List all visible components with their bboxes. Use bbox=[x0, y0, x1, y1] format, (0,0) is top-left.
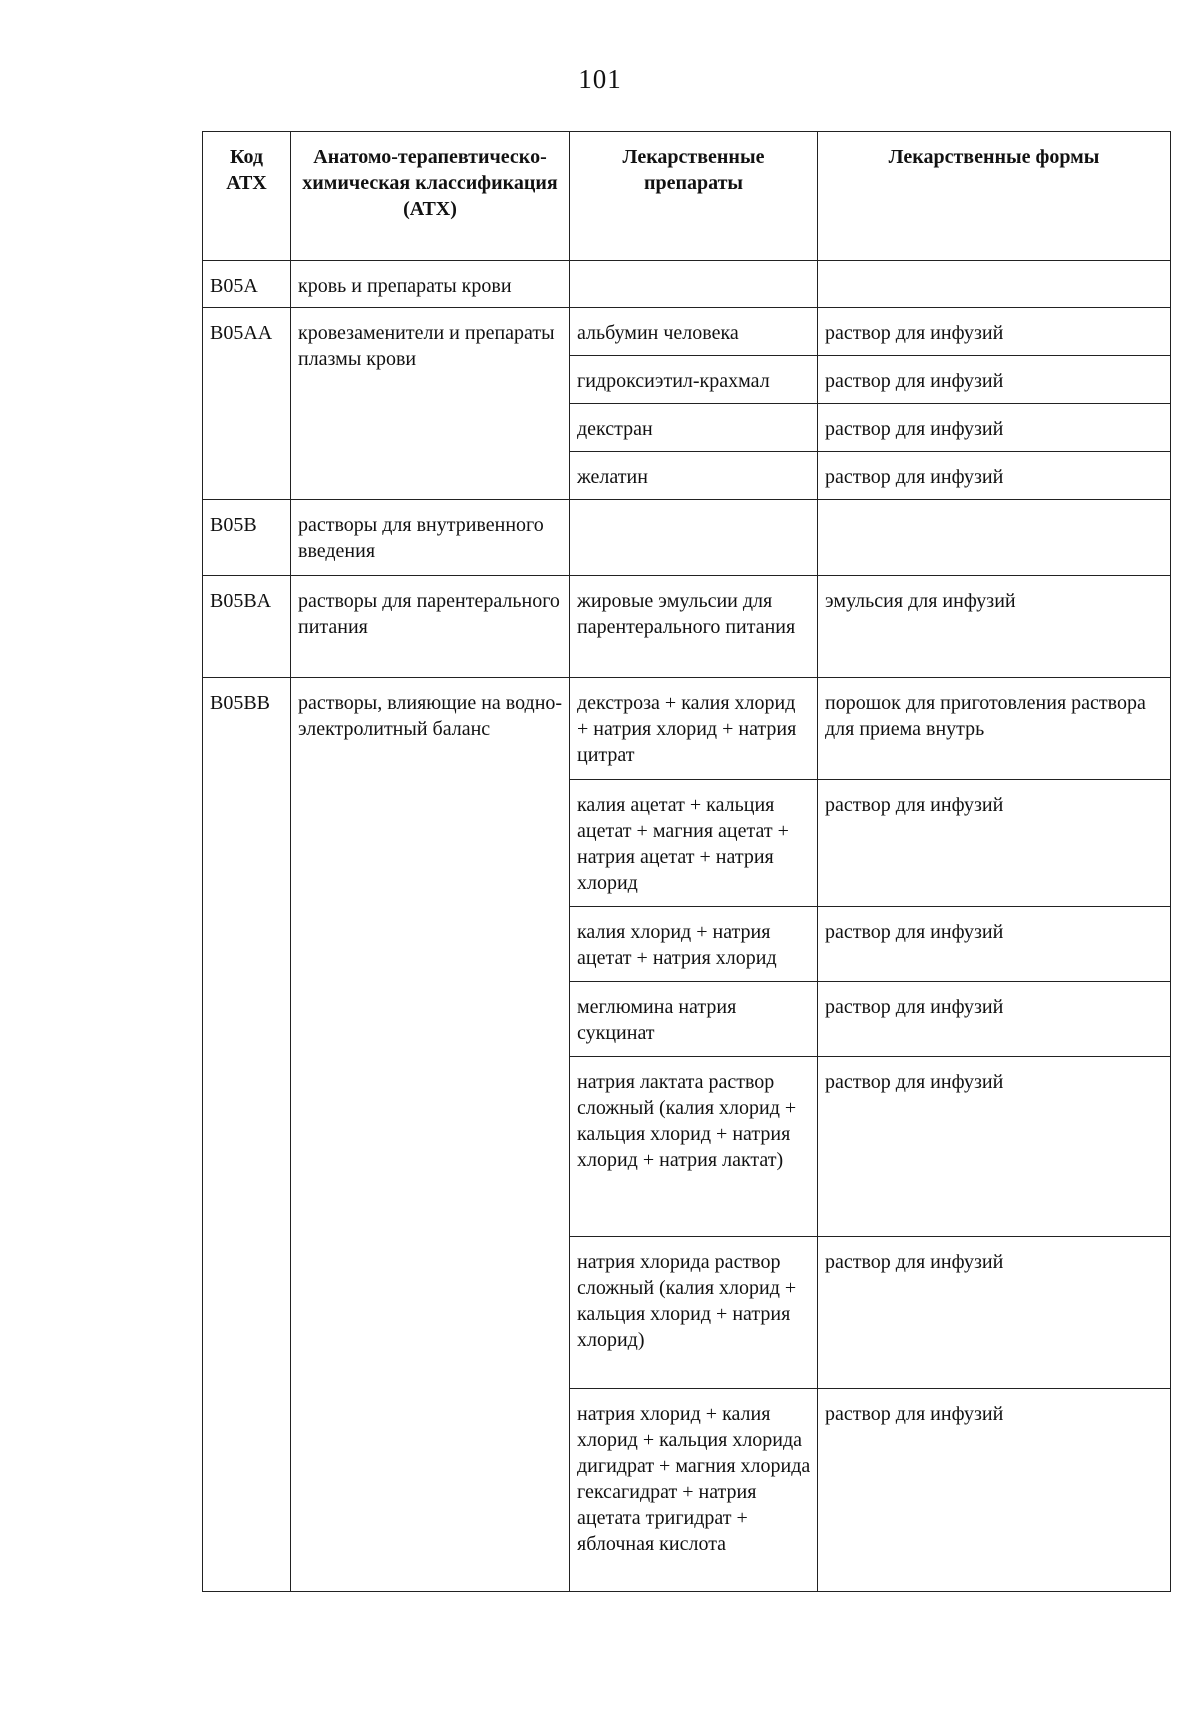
form-cell: раствор для инфузий bbox=[818, 780, 1171, 907]
drug-cell: гидроксиэтил-крахмал bbox=[570, 356, 818, 404]
form-cell: раствор для инфузий bbox=[818, 452, 1171, 500]
form-cell: раствор для инфузий bbox=[818, 356, 1171, 404]
atx-code-cell: B05A bbox=[203, 261, 291, 308]
table-header-row bbox=[203, 132, 1171, 261]
atx-code-cell: B05AA bbox=[203, 308, 291, 500]
table-row bbox=[203, 576, 1171, 678]
form-cell: раствор для инфузий bbox=[818, 1237, 1171, 1389]
atx-class-cell: растворы для парентерального питания bbox=[291, 576, 570, 678]
table-row bbox=[203, 261, 1171, 308]
atx-table bbox=[202, 131, 1171, 1592]
drug-cell: натрия хлорид + калия хлорид + кальция хлорида дигидрат + магния хлорида гексагидрат + натрия ацетата тригидрат + яблочная кислота bbox=[570, 1389, 818, 1592]
drug-cell: декстран bbox=[570, 404, 818, 452]
atx-code-cell: B05BA bbox=[203, 576, 291, 678]
form-cell: раствор для инфузий bbox=[818, 907, 1171, 982]
header-drugs: Лекарственные препараты bbox=[570, 132, 818, 261]
table-row bbox=[203, 500, 1171, 576]
drug-cell: жировые эмульсии для парентерального питания bbox=[570, 576, 818, 678]
drug-cell: натрия лактата раствор сложный (калия хлорид + кальция хлорид + натрия хлорид + натрия лактат) bbox=[570, 1057, 818, 1237]
table-row bbox=[203, 678, 1171, 780]
drug-cell: желатин bbox=[570, 452, 818, 500]
header-atx-code: Код АТХ bbox=[203, 132, 291, 261]
drug-cell bbox=[570, 500, 818, 576]
form-cell: раствор для инфузий bbox=[818, 404, 1171, 452]
atx-class-cell: кровезаменители и препараты плазмы крови bbox=[291, 308, 570, 500]
drug-cell: калия ацетат + кальция ацетат + магния ацетат + натрия ацетат + натрия хлорид bbox=[570, 780, 818, 907]
form-cell bbox=[818, 261, 1171, 308]
form-cell: раствор для инфузий bbox=[818, 308, 1171, 356]
page-number: 101 bbox=[578, 64, 622, 94]
form-cell: раствор для инфузий bbox=[818, 1389, 1171, 1592]
header-atx-classification: Анатомо-терапевтическо-химическая классификация (АТХ) bbox=[291, 132, 570, 261]
drug-cell bbox=[570, 261, 818, 308]
drug-cell: натрия хлорида раствор сложный (калия хлорид + кальция хлорид + натрия хлорид) bbox=[570, 1237, 818, 1389]
drug-cell: калия хлорид + натрия ацетат + натрия хлорид bbox=[570, 907, 818, 982]
atx-class-cell: растворы, влияющие на водно-электролитный баланс bbox=[291, 678, 570, 1592]
drug-cell: альбумин человека bbox=[570, 308, 818, 356]
drug-cell: меглюмина натрия сукцинат bbox=[570, 982, 818, 1057]
atx-class-cell: кровь и препараты крови bbox=[291, 261, 570, 308]
header-dosage-forms: Лекарственные формы bbox=[818, 132, 1171, 261]
form-cell: раствор для инфузий bbox=[818, 982, 1171, 1057]
form-cell: порошок для приготовления раствора для приема внутрь bbox=[818, 678, 1171, 780]
form-cell bbox=[818, 500, 1171, 576]
form-cell: раствор для инфузий bbox=[818, 1057, 1171, 1237]
table-row bbox=[203, 308, 1171, 356]
form-cell: эмульсия для инфузий bbox=[818, 576, 1171, 678]
atx-code-cell: B05B bbox=[203, 500, 291, 576]
drug-cell: декстроза + калия хлорид + натрия хлорид + натрия цитрат bbox=[570, 678, 818, 780]
atx-class-cell: растворы для внутривенного введения bbox=[291, 500, 570, 576]
atx-code-cell: B05BB bbox=[203, 678, 291, 1592]
